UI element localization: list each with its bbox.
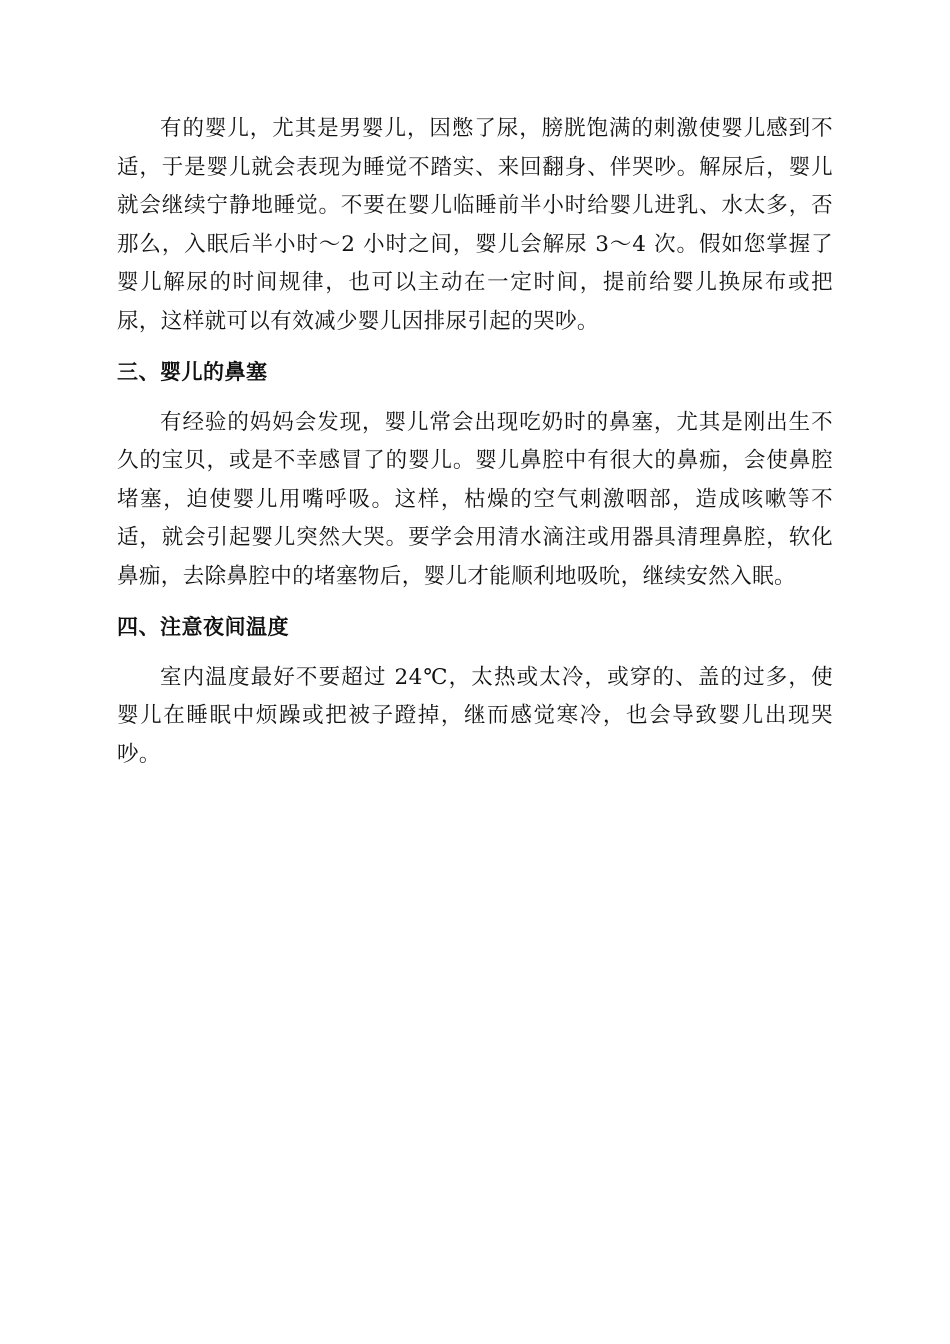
section-3-heading: 三、婴儿的鼻塞 [117,360,268,384]
section-4-paragraph: 室内温度最好不要超过 24℃，太热或太冷，或穿的、盖的过多，使婴儿在睡眠中烦躁或把被子蹬掉，继而感觉寒冷，也会导致婴儿出现哭吵。 [117,664,833,767]
section-4-heading: 四、注意夜间温度 [117,615,289,639]
document-content [117,110,833,774]
section-3-paragraph: 有经验的妈妈会发现，婴儿常会出现吃奶时的鼻塞，尤其是刚出生不久的宝贝，或是不幸感冒了的婴儿。婴儿鼻腔中有很大的鼻痂，会使鼻腔堵塞，迫使婴儿用嘴呼吸。这样，枯燥的空气刺激咽部，造成咳嗽等不适，就会引起婴儿突然大哭。要学会用清水滴注或用器具清理鼻腔，软化鼻痂，去除鼻腔中的堵塞物后，婴儿才能顺利地吸吮，继续安然入眠。 [117,409,833,589]
intro-paragraph: 有的婴儿，尤其是男婴儿，因憋了尿，膀胱饱满的刺激使婴儿感到不适，于是婴儿就会表现为睡觉不踏实、来回翻身、伴哭吵。解尿后，婴儿就会继续宁静地睡觉。不要在婴儿临睡前半小时给婴儿进乳、水太多，否那么，入眠后半小时～2 小时之间，婴儿会解尿 3～4 次。假如您掌握了婴儿解尿的时间规律，也可以主动在一定时间，提前给婴儿换尿布或把尿，这样就可以有效减少婴儿因排尿引起的哭吵。 [117,116,833,334]
